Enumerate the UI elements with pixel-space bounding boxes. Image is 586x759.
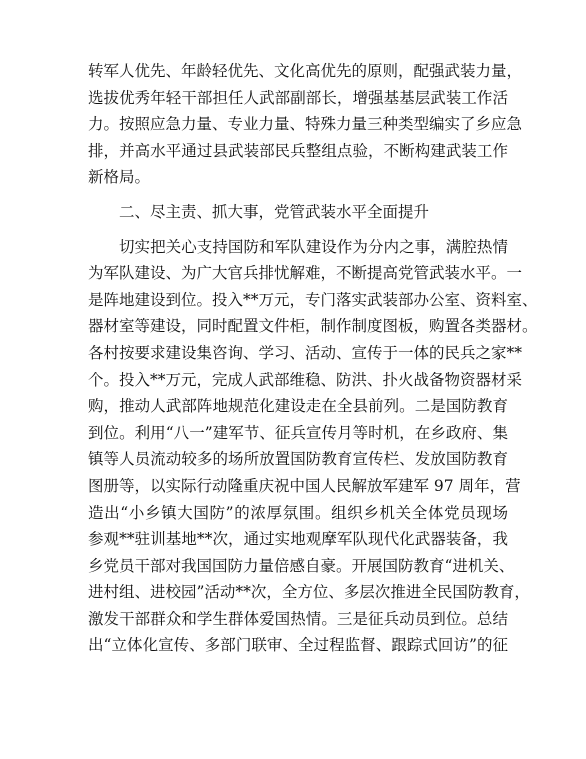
text-line: 器材室等建设，同时配置文件柜，制作制度图板，购置各类器材。 <box>88 317 538 336</box>
text-line: 乡党员干部对我国国防力量倍感自豪。开展国防教育“进机关、 <box>88 556 515 575</box>
text-line: 到位。利用“八一”建军节、征兵宣传月等时机，在乡政府、集 <box>88 423 508 442</box>
text-line: 造出“小乡镇大国防”的浓厚氛围。组织乡机关全体党员现场 <box>88 503 508 522</box>
text-line: 力。按照应急力量、专业力量、特殊力量三种类型编实了乡应急 <box>88 115 523 134</box>
text-line: 是阵地建设到位。投入**万元，专门落实武装部办公室、资料室、 <box>88 290 538 309</box>
text-line: 激发干部群众和学生群体爱国热情。三是征兵动员到位。总结 <box>88 609 508 628</box>
text-line: 选拔优秀年轻干部担任人武部副部长，增强基基层武装工作活 <box>88 88 508 107</box>
paragraph-1 <box>88 58 523 191</box>
paragraph-2 <box>88 234 538 660</box>
text-line: 镇等人员流动较多的场所放置国防教育宣传栏、发放国防教育 <box>88 450 508 469</box>
text-line: 排，并高水平通过县武装部民兵整组点验，不断构建武装工作 <box>88 141 508 160</box>
text-line: 切实把关心支持国防和军队建设作为分内之事，满腔热情 <box>119 237 508 256</box>
text-line: 各村按要求建设集咨询、学习、活动、宣传于一体的民兵之家** <box>88 343 523 362</box>
text-line: 购，推动人武部阵地规范化建设走在全县前列。二是国防教育 <box>88 397 508 416</box>
text-line: 转军人优先、年龄轻优先、文化高优先的原则，配强武装力量， <box>88 62 523 80</box>
document-body <box>88 58 538 659</box>
text-line: 图册等，以实际行动隆重庆祝中国人民解放军建军 97 周年，营 <box>88 476 521 495</box>
section-heading: 二、尽主责、抓大事，党管武装水平全面提升 <box>119 202 430 221</box>
text-line: 进村组、进校园”活动**次，全方位、多层次推进全民国防教育， <box>88 583 530 602</box>
text-line: 出“立体化宣传、多部门联审、全过程监督、跟踪式回访”的征 <box>88 636 508 655</box>
text-line: 参观**驻训基地**次，通过实地观摩军队现代化武器装备，我 <box>88 530 508 549</box>
text-line: 新格局。 <box>88 168 151 187</box>
text-line: 个。投入**万元，完成人武部维稳、防洪、扑火战备物资器材采 <box>88 370 523 389</box>
text-line: 为军队建设、为广大官兵排忧解难，不断提高党管武装水平。一 <box>88 264 523 283</box>
